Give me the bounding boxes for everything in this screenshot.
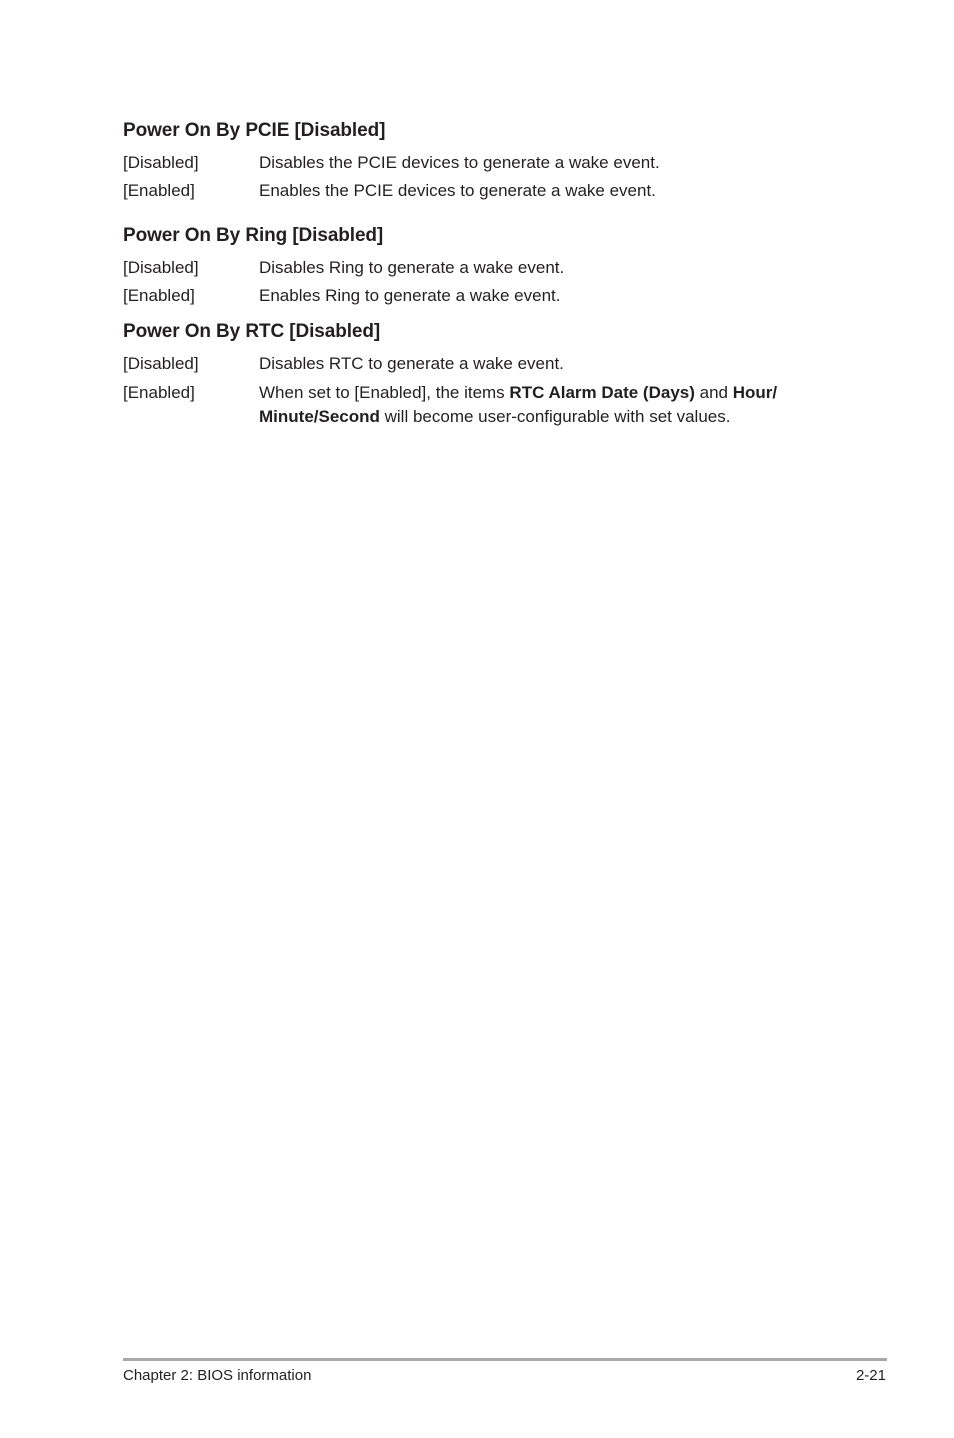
description-text: When set to [Enabled], the items: [259, 383, 510, 402]
footer-chapter: Chapter 2: BIOS information: [123, 1367, 312, 1384]
section-heading-pcie: Power On By PCIE [Disabled]: [123, 120, 386, 141]
option-description: Disables the PCIE devices to generate a wake event.: [259, 153, 660, 172]
option-label: [Enabled]: [123, 181, 195, 200]
section-heading-ring: Power On By Ring [Disabled]: [123, 225, 384, 246]
option-label: [Disabled]: [123, 153, 199, 172]
description-text: and: [694, 383, 733, 402]
option-description: Enables the PCIE devices to generate a wake event.: [259, 181, 656, 200]
description-text: will become user-configurable with set values.: [379, 407, 731, 426]
option-label: [Disabled]: [123, 354, 199, 373]
footer-page-number: 2-21: [855, 1367, 886, 1384]
rtc-alarm-date-term: RTC Alarm Date (Days): [509, 383, 695, 402]
option-description: [259, 381, 819, 429]
option-label: [Enabled]: [123, 383, 195, 402]
option-description: Disables RTC to generate a wake event.: [259, 354, 564, 373]
option-label: [Disabled]: [123, 258, 199, 277]
section-heading-rtc: Power On By RTC [Disabled]: [123, 321, 381, 342]
option-description: Enables Ring to generate a wake event.: [259, 286, 561, 305]
option-description: Disables Ring to generate a wake event.: [259, 258, 565, 277]
footer-divider: [123, 1358, 887, 1361]
hour-minute-second-term: Hour/ Minute/Second: [259, 383, 778, 426]
option-label: [Enabled]: [123, 286, 195, 305]
